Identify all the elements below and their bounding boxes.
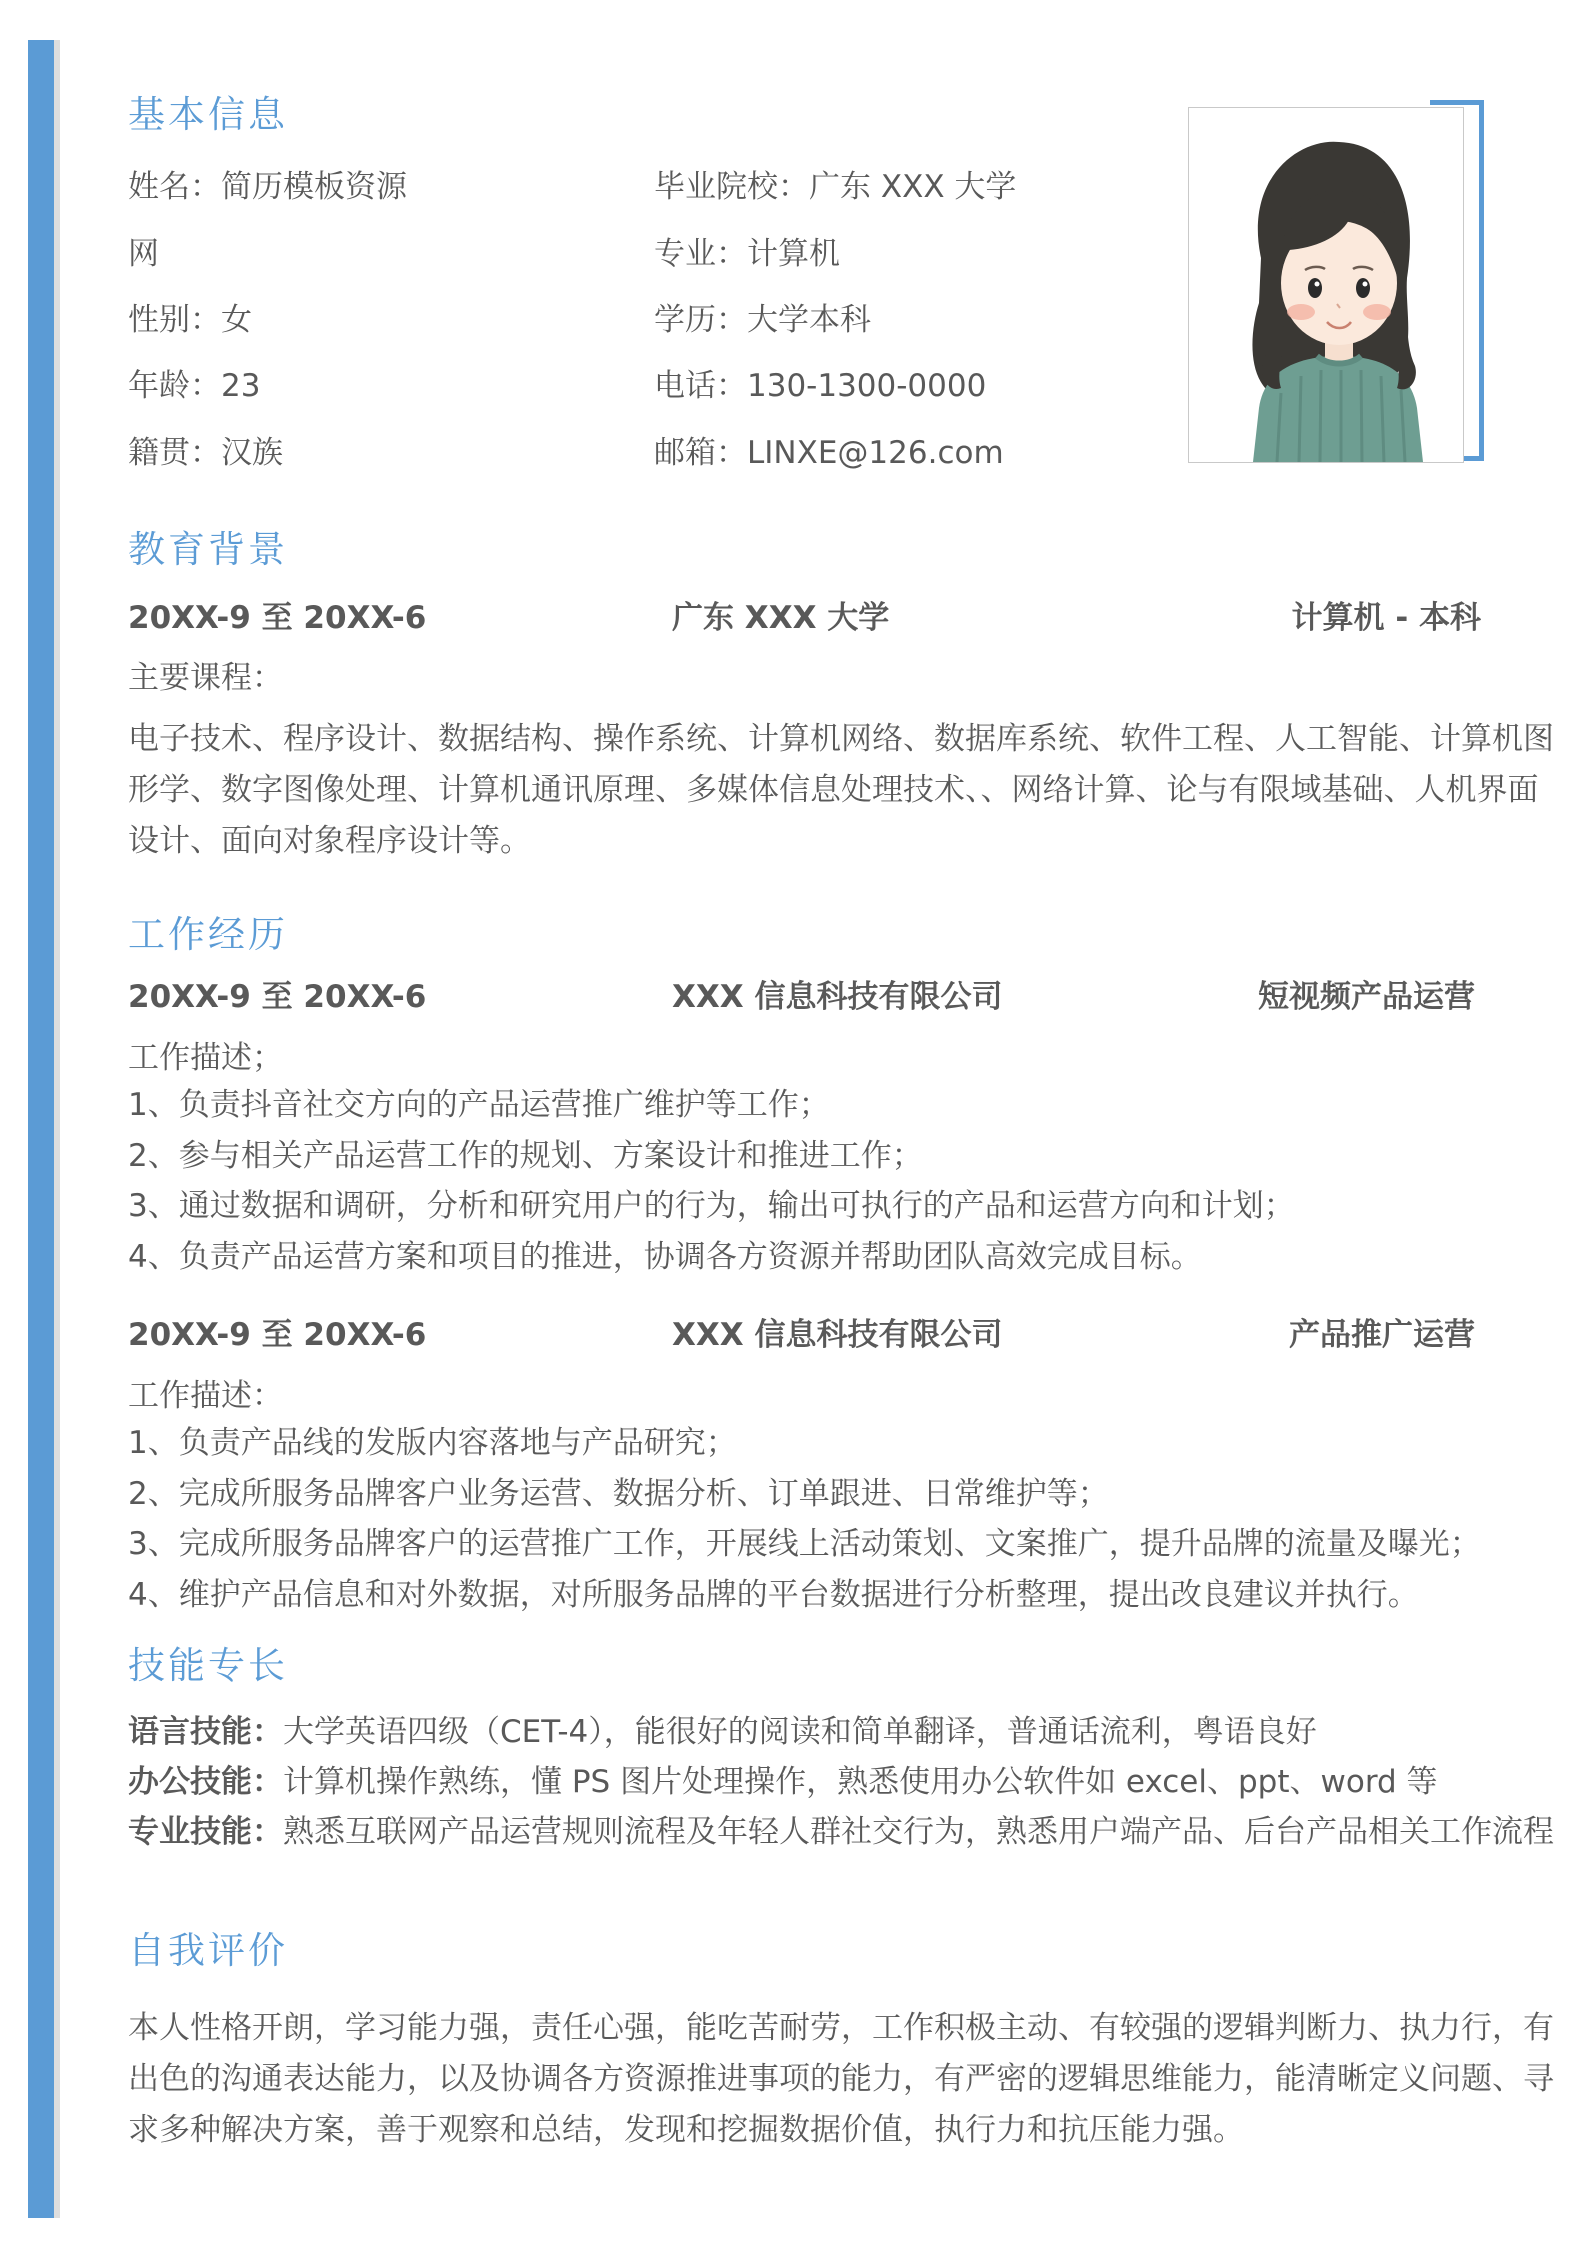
- skill-text: 大学英语四级（CET-4），能很好的阅读和简单翻译，普通话流利，粤语良好: [283, 1714, 1317, 1750]
- section-title-education: 教育背景: [128, 528, 288, 571]
- skill-row-office: [128, 1764, 1438, 1800]
- job-duty-item: 4、负责产品运营方案和项目的推进，协调各方资源并帮助团队高效完成目标。: [128, 1238, 1202, 1275]
- phone-field: 电话：130-1300-0000: [654, 368, 987, 404]
- avatar-illustration: [1189, 108, 1463, 462]
- job-period: 20XX-9 至 20XX-6: [128, 1317, 427, 1353]
- skill-row-professional: [128, 1814, 1554, 1850]
- section-title-work: 工作经历: [128, 913, 288, 956]
- job-duty-item: 1、负责产品线的发版内容落地与产品研究；: [128, 1425, 737, 1461]
- name-field-continued: 网: [128, 236, 159, 272]
- section-title-skills: 技能专长: [128, 1644, 288, 1687]
- self-evaluation-text: [128, 2003, 1554, 2156]
- skill-text: 计算机操作熟练，懂 PS 图片处理操作，熟悉使用办公软件如 excel、ppt、word 等: [283, 1764, 1438, 1800]
- gender-field: 性别：女: [128, 302, 252, 338]
- name-field: 姓名：简历模板资源: [128, 169, 407, 205]
- job-duty-item: 3、完成所服务品牌客户的运营推广工作，开展线上活动策划、文案推广，提升品牌的流量及曝光；: [128, 1526, 1481, 1562]
- job-period: 20XX-9 至 20XX-6: [128, 979, 427, 1015]
- job-position: 短视频产品运营: [1258, 979, 1475, 1015]
- job-duties-list: [128, 1418, 1481, 1620]
- courses-list: [128, 714, 1554, 867]
- job-desc-label: 工作描述；: [128, 1040, 283, 1076]
- education-school: 广东 XXX 大学: [672, 600, 890, 636]
- job-duty-item: 2、完成所服务品牌客户业务运营、数据分析、订单跟进、日常维护等；: [128, 1475, 1109, 1512]
- degree-field: 学历：大学本科: [654, 302, 871, 338]
- job-position: 产品推广运营: [1289, 1317, 1475, 1353]
- skill-text: 熟悉互联网产品运营规则流程及年轻人群社交行为，熟悉用户端产品、后台产品相关工作流程: [283, 1814, 1554, 1850]
- email-field: 邮箱：LINXE@126.com: [654, 435, 1004, 471]
- age-field: 年龄：23: [128, 368, 261, 404]
- job-duty-item: 4、维护产品信息和对外数据，对所服务品牌的平台数据进行分析整理，提出改良建议并执行。: [128, 1576, 1419, 1613]
- job-duty-item: 3、通过数据和调研，分析和研究用户的行为，输出可执行的产品和运营方向和计划；: [128, 1188, 1295, 1224]
- courses-line: 电子技术、程序设计、数据结构、操作系统、计算机网络、数据库系统、软件工程、人工智能、计算机图: [128, 721, 1554, 757]
- profile-photo: [1188, 107, 1464, 463]
- skill-row-language: [128, 1714, 1317, 1750]
- skill-label: 办公技能：: [128, 1764, 283, 1800]
- section-title-self-evaluation: 自我评价: [128, 1929, 288, 1972]
- job-company: XXX 信息科技有限公司: [672, 1317, 1003, 1353]
- self-eval-line: 本人性格开朗，学习能力强，责任心强，能吃苦耐劳，工作积极主动、有较强的逻辑判断力、执力行，有: [128, 2010, 1554, 2046]
- section-title-basic-info: 基本信息: [128, 93, 288, 136]
- courses-line: 设计、面向对象程序设计等。: [128, 823, 531, 859]
- self-eval-line: 出色的沟通表达能力，以及协调各方资源推进事项的能力，有严密的逻辑思维能力，能清晰定义问题、寻: [128, 2061, 1554, 2097]
- job-duties-list: [128, 1080, 1295, 1282]
- job-desc-label: 工作描述：: [128, 1378, 283, 1414]
- education-major-degree: 计算机 - 本科: [1291, 600, 1481, 636]
- courses-line: 形学、数字图像处理、计算机通讯原理、多媒体信息处理技术、、网络计算、论与有限域基础、人机界面: [128, 772, 1539, 808]
- school-field: 毕业院校：广东 XXX 大学: [654, 169, 1017, 205]
- courses-label: 主要课程：: [128, 660, 283, 696]
- skill-label: 语言技能：: [128, 1714, 283, 1750]
- job-duty-item: 2、参与相关产品运营工作的规划、方案设计和推进工作；: [128, 1137, 923, 1174]
- education-period: 20XX-9 至 20XX-6: [128, 600, 427, 636]
- native-place-field: 籍贯：汉族: [128, 435, 283, 471]
- sidebar-gray-bar: [54, 40, 60, 2218]
- sidebar-accent-bar: [28, 40, 54, 2218]
- major-field: 专业：计算机: [654, 236, 840, 272]
- job-company: XXX 信息科技有限公司: [672, 979, 1003, 1015]
- self-eval-line: 求多种解决方案，善于观察和总结，发现和挖掘数据价值，执行力和抗压能力强。: [128, 2112, 1244, 2148]
- job-duty-item: 1、负责抖音社交方向的产品运营推广维护等工作；: [128, 1087, 830, 1123]
- skill-label: 专业技能：: [128, 1814, 283, 1850]
